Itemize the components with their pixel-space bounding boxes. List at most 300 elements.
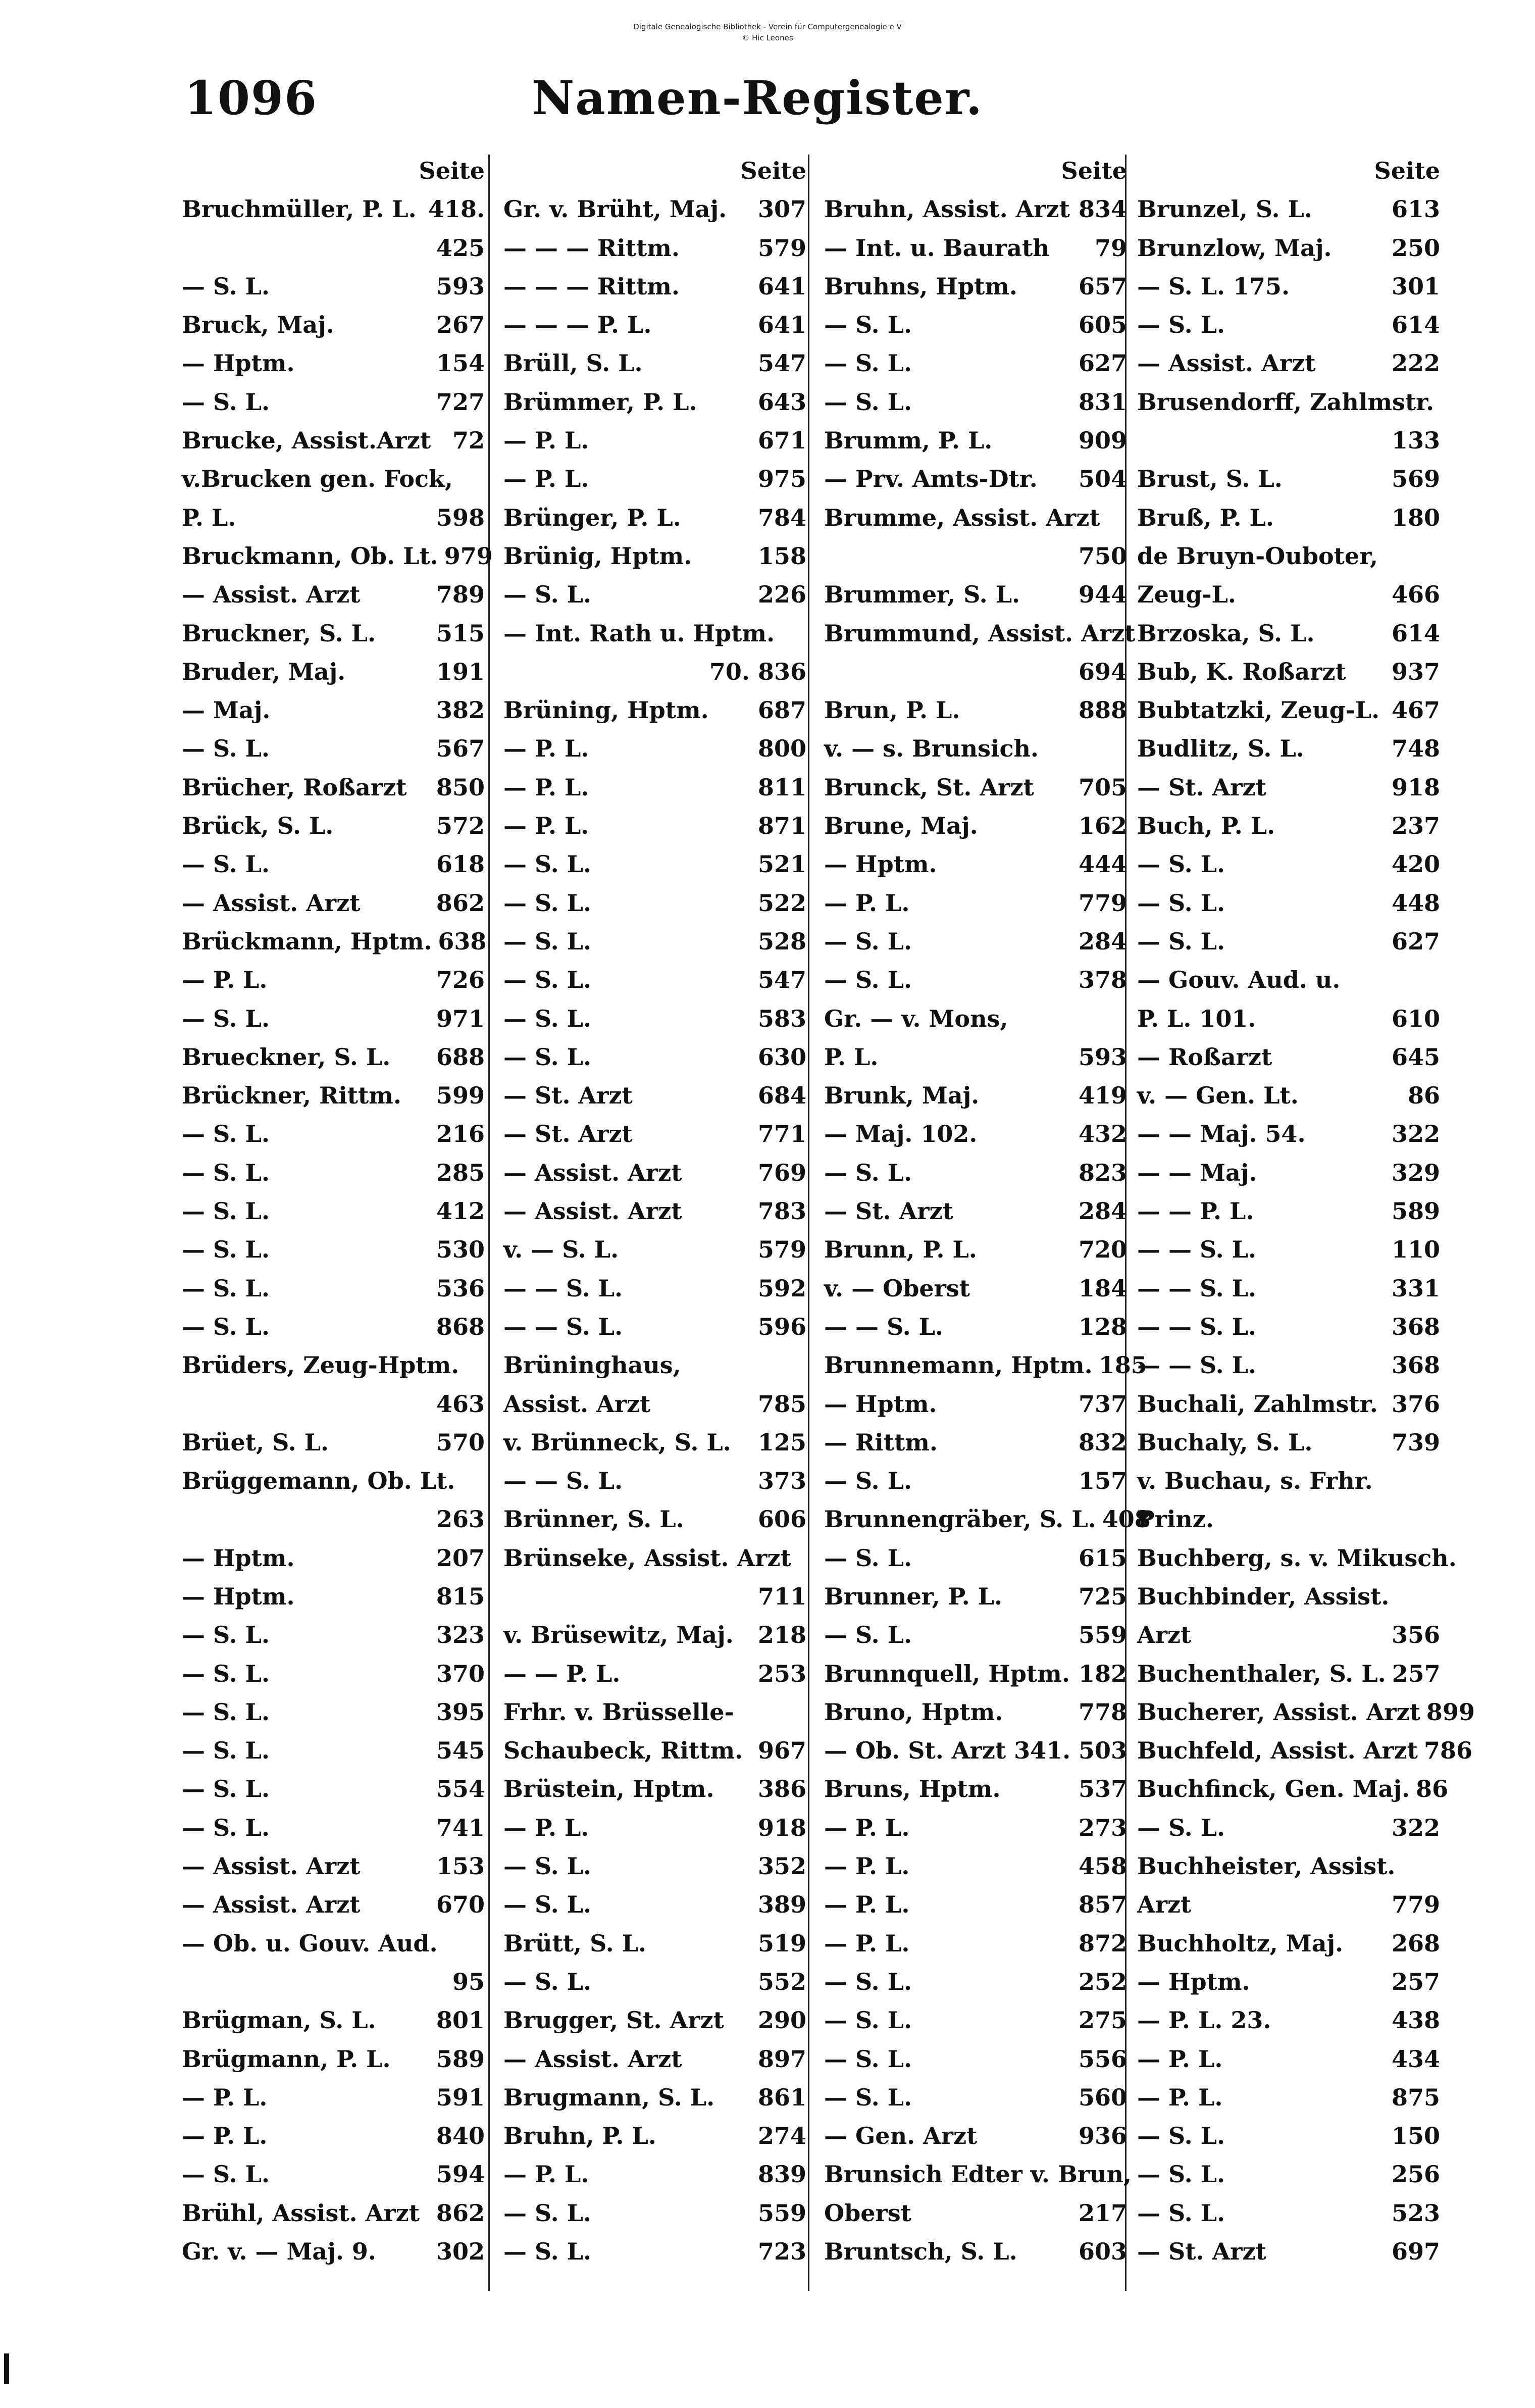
entry-page: 419 <box>1078 1082 1127 1110</box>
column-divider <box>488 155 490 2291</box>
index-entry <box>1137 1500 1440 1538</box>
entry-name: — — — Rittm. <box>503 234 680 262</box>
index-entry <box>182 460 485 498</box>
index-entry <box>824 807 1127 845</box>
index-entry <box>1137 460 1440 498</box>
entry-name: — S. L. <box>503 966 591 994</box>
entry-page: 579 <box>757 1236 806 1264</box>
entry-page: 593 <box>436 272 485 300</box>
entry-name: — St. Arzt <box>1137 2238 1266 2266</box>
entry-page: 670 <box>436 1891 485 1919</box>
entry-name: — — — Rittm. <box>503 272 680 300</box>
entry-name: — S. L. <box>182 1236 270 1264</box>
entry-name: — S. L. <box>503 1043 591 1071</box>
entry-name: Brüning, Hptm. <box>503 696 709 724</box>
entry-name: Brüll, S. L. <box>503 349 643 377</box>
entry-name: — P. L. <box>1137 2083 1223 2111</box>
index-entry <box>182 2117 485 2155</box>
index-entry <box>503 2040 806 2078</box>
entry-page: 839 <box>757 2161 806 2188</box>
entry-page: 840 <box>436 2122 485 2150</box>
entry-name: — — S. L. <box>1137 1274 1256 1302</box>
index-entry <box>1137 807 1440 845</box>
entry-name: — Ob. St. Arzt 341. <box>824 1737 1071 1765</box>
entry-page: 975 <box>757 465 806 493</box>
entry-page: 284 <box>1078 927 1127 955</box>
index-entry <box>503 1577 806 1616</box>
index-entry <box>503 1847 806 1885</box>
entry-page: 875 <box>1391 2083 1440 2111</box>
entry-name: Brunzlow, Maj. <box>1137 234 1332 262</box>
entry-page: 967 <box>757 1737 806 1765</box>
entry-page: 748 <box>1391 735 1440 763</box>
index-entry <box>503 961 806 999</box>
entry-page <box>1121 999 1127 1038</box>
index-entry <box>824 1500 1151 1538</box>
index-entry <box>824 2040 1127 2078</box>
index-entry <box>182 1153 485 1192</box>
index-entry <box>1137 421 1440 460</box>
index-entry <box>1137 306 1440 344</box>
entry-name: Prinz. <box>1137 1506 1214 1533</box>
column-heading: Seite <box>740 157 806 184</box>
entry-page: 86 <box>1407 1082 1440 1110</box>
entry-page: 603 <box>1078 2238 1127 2266</box>
entry-name: — — S. L. <box>1137 1236 1256 1264</box>
index-entry <box>503 922 806 961</box>
entry-name: — S. L. <box>182 1660 270 1687</box>
entry-page: 613 <box>1391 195 1440 223</box>
index-entry <box>1137 1192 1440 1230</box>
index-entry <box>824 614 1136 653</box>
entry-page: 378 <box>1078 966 1127 994</box>
entry-name: — S. L. <box>182 735 270 763</box>
index-entry <box>824 537 1127 575</box>
index-entry <box>503 1269 806 1308</box>
entry-page: 504 <box>1078 465 1127 493</box>
entry-page: 158 <box>757 542 806 570</box>
index-entry <box>824 1308 1127 1346</box>
entry-name: — S. L. <box>503 850 591 878</box>
entry-page: 253 <box>757 1660 806 1687</box>
entry-name: Bruhn, Assist. Arzt <box>824 195 1070 223</box>
entry-name: Brünner, S. L. <box>503 1506 684 1533</box>
entry-name: Zeug-L. <box>1137 581 1236 609</box>
entry-page: 725 <box>1078 1582 1127 1610</box>
watermark <box>0 21 1535 43</box>
entry-name: — Roßarzt <box>1137 1043 1272 1071</box>
entry-page <box>1121 498 1127 537</box>
entry-page: 256 <box>1391 2161 1440 2188</box>
entry-name: — S. L. <box>824 1159 912 1186</box>
entry-page: 552 <box>757 1968 806 1995</box>
entry-page: 536 <box>436 1274 485 1302</box>
entry-name: — Int. Rath u. Hptm. <box>503 619 775 647</box>
entry-name: Brunn, P. L. <box>824 1236 977 1264</box>
entry-name: — S. L. <box>824 349 912 377</box>
entry-page: 971 <box>436 1005 485 1032</box>
entry-name: — — S. L. <box>503 1467 623 1495</box>
index-entry <box>503 1038 806 1076</box>
entry-page: 598 <box>436 504 485 531</box>
entry-name: Brusendorff, Zahlmstr. <box>1137 388 1435 416</box>
entry-page: 530 <box>436 1236 485 1264</box>
index-entry <box>182 229 485 267</box>
entry-name: Oberst <box>824 2199 911 2227</box>
index-entry <box>503 807 806 845</box>
index-column-3 <box>824 152 1151 2271</box>
entry-page: 583 <box>757 1005 806 1032</box>
index-entry <box>1137 1115 1440 1153</box>
entry-name: Brütt, S. L. <box>503 1929 647 1957</box>
watermark-line-1: Digitale Genealogische Bibliothek - Verein für Computergenealogie e V <box>633 22 902 31</box>
index-entry <box>182 190 485 228</box>
index-entry <box>824 2155 1132 2193</box>
entry-name: Brugger, St. Arzt <box>503 2006 724 2034</box>
index-entry <box>1137 537 1440 575</box>
entry-name: — P. L. <box>824 1929 910 1957</box>
entry-name: — S. L. <box>503 1852 591 1880</box>
index-entry <box>824 575 1127 614</box>
entry-name: — Assist. Arzt <box>182 581 361 609</box>
index-entry <box>1137 1076 1440 1115</box>
entry-page: 185 <box>1098 1351 1147 1379</box>
entry-name: Buchheister, Assist. <box>1137 1852 1396 1880</box>
entry-page: 554 <box>436 1775 485 1803</box>
entry-page: 771 <box>757 1120 806 1148</box>
entry-page: 267 <box>436 311 485 339</box>
entry-name: v. — Oberst <box>824 1274 970 1302</box>
index-entry <box>503 1770 806 1808</box>
index-entry <box>182 1577 485 1616</box>
entry-name: — Hptm. <box>1137 1968 1250 1995</box>
entry-page: 216 <box>436 1120 485 1148</box>
index-entry <box>182 1230 485 1269</box>
index-entry <box>503 1153 806 1192</box>
entry-page: 559 <box>757 2199 806 2227</box>
entry-name: Buchaly, S. L. <box>1137 1428 1313 1456</box>
entry-page: 184 <box>1078 1274 1127 1302</box>
entry-page: 778 <box>1078 1698 1127 1726</box>
entry-page: 627 <box>1391 927 1440 955</box>
entry-name: — Gouv. Aud. u. <box>1137 966 1341 994</box>
entry-page: 191 <box>436 658 485 685</box>
index-entry <box>503 229 806 267</box>
entry-page: 257 <box>1392 1660 1441 1687</box>
entry-name: — P. L. <box>824 889 910 917</box>
index-entry <box>503 614 806 653</box>
entry-name: — S. L. <box>182 1120 270 1148</box>
entry-page: 521 <box>757 850 806 878</box>
index-entry <box>182 1462 485 1500</box>
entry-page: 909 <box>1078 427 1127 455</box>
entry-name: — P. L. <box>503 735 589 763</box>
entry-page: 86 <box>1415 1775 1448 1803</box>
index-entry <box>182 922 485 961</box>
index-entry <box>1137 229 1440 267</box>
index-entry <box>503 1423 806 1462</box>
entry-name: — S. L. <box>1137 2122 1225 2150</box>
entry-name: — Maj. 102. <box>824 1120 978 1148</box>
index-entry <box>182 1038 485 1076</box>
entry-name: — St. Arzt <box>1137 773 1266 801</box>
entry-name: — S. L. <box>1137 1814 1225 1841</box>
index-entry <box>503 1885 806 1924</box>
entry-page: 523 <box>1391 2199 1440 2227</box>
entry-page: 290 <box>757 2006 806 2034</box>
entry-name: — — S. L. <box>824 1313 943 1340</box>
entry-page: 515 <box>436 619 485 647</box>
index-entry <box>824 1616 1127 1654</box>
entry-page: 395 <box>436 1698 485 1726</box>
entry-name: — S. L. <box>182 1159 270 1186</box>
entry-name: — P. L. <box>503 427 589 455</box>
entry-name: Brzoska, S. L. <box>1137 619 1315 647</box>
entry-name: Brummund, Assist. Arzt <box>824 619 1136 647</box>
entry-page: 815 <box>436 1582 485 1610</box>
entry-page: 128 <box>1078 1313 1127 1340</box>
entry-page: 79 <box>1094 234 1127 262</box>
index-entry <box>503 575 806 614</box>
index-entry <box>503 691 806 729</box>
index-entry <box>182 1192 485 1230</box>
index-entry <box>824 460 1127 498</box>
entry-page: 599 <box>436 1082 485 1110</box>
index-entry <box>824 1924 1127 1963</box>
entry-page: 739 <box>1391 1428 1440 1456</box>
index-entry <box>503 2117 806 2155</box>
entry-name: — Assist. Arzt <box>503 1159 682 1186</box>
entry-name: — S. L. <box>1137 927 1225 955</box>
entry-page: 444 <box>1078 850 1127 878</box>
index-entry <box>1137 267 1440 306</box>
index-entry <box>182 267 485 306</box>
entry-page: 784 <box>757 504 806 531</box>
index-entry <box>182 1847 485 1885</box>
entry-name: v. — Gen. Lt. <box>1137 1082 1299 1110</box>
index-entry <box>1137 1153 1440 1192</box>
index-entry <box>1137 922 1440 961</box>
index-entry <box>182 2040 485 2078</box>
index-entry <box>503 1539 806 1577</box>
entry-page: 368 <box>1391 1313 1440 1340</box>
entry-name: — P. L. <box>503 1814 589 1841</box>
column-heading: Seite <box>419 157 485 184</box>
index-entry <box>503 1616 806 1654</box>
entry-page: 322 <box>1391 1120 1440 1148</box>
entry-page: 918 <box>1391 773 1440 801</box>
entry-page: 547 <box>757 349 806 377</box>
entry-name: — Assist. Arzt <box>182 1852 361 1880</box>
index-entry <box>182 729 485 768</box>
entry-page: 274 <box>757 2122 806 2150</box>
entry-page: 687 <box>757 696 806 724</box>
index-entry <box>182 1693 485 1731</box>
index-entry <box>1137 1423 1440 1462</box>
entry-page: 720 <box>1078 1236 1127 1264</box>
index-entry <box>824 768 1127 807</box>
entry-page: 420 <box>1391 850 1440 878</box>
entry-name: — St. Arzt <box>503 1082 633 1110</box>
entry-name: Bruns, Hptm. <box>824 1775 1001 1803</box>
index-entry <box>824 961 1127 999</box>
index-column-2 <box>503 152 806 2271</box>
index-entry <box>182 1731 485 1770</box>
entry-name: P. L. 101. <box>1137 1005 1256 1032</box>
entry-page: 180 <box>1391 504 1440 531</box>
index-entry <box>182 1500 485 1538</box>
index-entry <box>1137 2194 1440 2232</box>
index-entry <box>182 2078 485 2117</box>
column-heading: Seite <box>1374 157 1440 184</box>
index-entry <box>1137 1963 1440 2001</box>
entry-name: v. Brüsewitz, Maj. <box>503 1621 734 1649</box>
index-entry <box>824 1885 1127 1924</box>
entry-name: Assist. Arzt <box>503 1390 651 1418</box>
entry-name: — S. L. <box>503 2199 591 2227</box>
entry-name: Brückmann, Hptm. <box>182 927 432 955</box>
entry-page: 979 <box>444 542 493 570</box>
entry-name: — Gen. Arzt <box>824 2122 978 2150</box>
index-entry <box>824 1423 1127 1462</box>
entry-name: — — S. L. <box>503 1313 623 1340</box>
entry-name: Brunk, Maj. <box>824 1082 980 1110</box>
entry-page <box>1434 1500 1440 1538</box>
index-entry <box>503 653 806 691</box>
index-entry <box>1137 498 1440 537</box>
entry-name: Arzt <box>1137 1621 1192 1649</box>
index-entry <box>182 1346 485 1384</box>
entry-name: — — — P. L. <box>503 311 652 339</box>
entry-name: — S. L. <box>182 1737 270 1765</box>
entry-name: Bub, K. Roßarzt <box>1137 658 1346 685</box>
index-entry <box>1137 1654 1440 1693</box>
entry-page: 72 <box>452 427 485 455</box>
entry-name: — S. L. <box>182 850 270 878</box>
index-entry <box>824 1038 1127 1076</box>
index-entry <box>503 421 806 460</box>
index-entry <box>182 1616 485 1654</box>
entry-name: — Ob. u. Gouv. Aud. <box>182 1929 438 1957</box>
index-entry <box>1137 1385 1440 1423</box>
entry-name: — Int. u. Baurath <box>824 234 1050 262</box>
index-entry <box>503 344 806 382</box>
entry-page: 382 <box>436 696 485 724</box>
entry-name: — P. L. <box>182 966 268 994</box>
entry-page: 323 <box>436 1621 485 1649</box>
entry-name: Brumme, Assist. Arzt <box>824 504 1100 531</box>
index-entry <box>1137 2078 1440 2117</box>
index-entry <box>182 961 485 999</box>
index-entry <box>824 2117 1127 2155</box>
entry-page: 284 <box>1078 1197 1127 1225</box>
index-entry <box>1137 2001 1440 2039</box>
entry-page: 697 <box>1391 2238 1440 2266</box>
index-entry <box>1137 768 1440 807</box>
index-entry <box>1137 961 1440 999</box>
entry-page: 389 <box>757 1891 806 1919</box>
index-entry <box>824 1153 1127 1192</box>
index-entry <box>503 1308 806 1346</box>
entry-page: 182 <box>1078 1660 1127 1687</box>
entry-name: — S. L. <box>824 311 912 339</box>
entry-page: 376 <box>1391 1390 1440 1418</box>
index-entry <box>182 2001 485 2039</box>
entry-name: Gr. v. Brüht, Maj. <box>503 195 727 223</box>
index-entry <box>824 691 1127 729</box>
entry-page: 899 <box>1426 1698 1475 1726</box>
index-entry <box>1137 575 1440 614</box>
page-title: Namen-Register. <box>532 71 983 125</box>
entry-page <box>479 460 485 498</box>
entry-page: 537 <box>1078 1775 1127 1803</box>
index-entry <box>824 2232 1127 2271</box>
entry-page <box>1434 961 1440 999</box>
entry-page: 368 <box>1391 1351 1440 1379</box>
index-entry <box>503 768 806 807</box>
index-entry <box>1137 884 1440 922</box>
entry-page: 458 <box>1078 1852 1127 1880</box>
entry-page: 356 <box>1391 1621 1440 1649</box>
entry-page: 570 <box>436 1428 485 1456</box>
entry-page: 157 <box>1078 1467 1127 1495</box>
entry-name: Brunsich Edter v. Brun, <box>824 2161 1132 2188</box>
column-heading: Seite <box>1061 157 1127 184</box>
index-entry <box>503 2001 806 2039</box>
entry-name: — Hptm. <box>824 1390 937 1418</box>
entry-page: 589 <box>436 2045 485 2073</box>
entry-page: 133 <box>1391 427 1440 455</box>
entry-name: — S. L. <box>182 1775 270 1803</box>
index-entry <box>182 768 485 807</box>
entry-page: 432 <box>1078 1120 1127 1148</box>
entry-page: 545 <box>436 1737 485 1765</box>
entry-page: 671 <box>757 427 806 455</box>
entry-name: — S. L. <box>1137 889 1225 917</box>
index-entry <box>503 1924 806 1963</box>
entry-page <box>800 1346 806 1384</box>
entry-name: Brümmer, P. L. <box>503 388 697 416</box>
index-entry <box>824 2194 1127 2232</box>
index-entry <box>503 2078 806 2117</box>
entry-page: 592 <box>757 1274 806 1302</box>
entry-name: — S. L. <box>182 1274 270 1302</box>
entry-page: 434 <box>1391 2045 1440 2073</box>
index-entry <box>182 1269 485 1308</box>
entry-name: Bruß, P. L. <box>1137 504 1274 531</box>
entry-page: 519 <box>757 1929 806 1957</box>
entry-page: 800 <box>757 735 806 763</box>
entry-page <box>479 1924 485 1963</box>
entry-page: 861 <box>757 2083 806 2111</box>
entry-name: — P. L. <box>182 2083 268 2111</box>
entry-name: Brüders, Zeug-Hptm. <box>182 1351 459 1379</box>
entry-page <box>1121 729 1127 768</box>
entry-name: Brust, S. L. <box>1137 465 1283 493</box>
entry-name: Bucherer, Assist. Arzt <box>1137 1698 1420 1726</box>
entry-name: — S. L. <box>182 1197 270 1225</box>
entry-name: — — P. L. <box>1137 1197 1254 1225</box>
index-entry <box>182 884 485 922</box>
watermark-line-2: © Hic Leones <box>742 33 793 42</box>
entry-page: 832 <box>1078 1428 1127 1456</box>
entry-page: 694 <box>1078 658 1127 685</box>
index-entry <box>824 306 1127 344</box>
entry-name: v. Buchau, s. Frhr. <box>1137 1467 1373 1495</box>
index-entry <box>182 2232 485 2271</box>
entry-page <box>1434 537 1440 575</box>
entry-name: — Hptm. <box>182 349 295 377</box>
